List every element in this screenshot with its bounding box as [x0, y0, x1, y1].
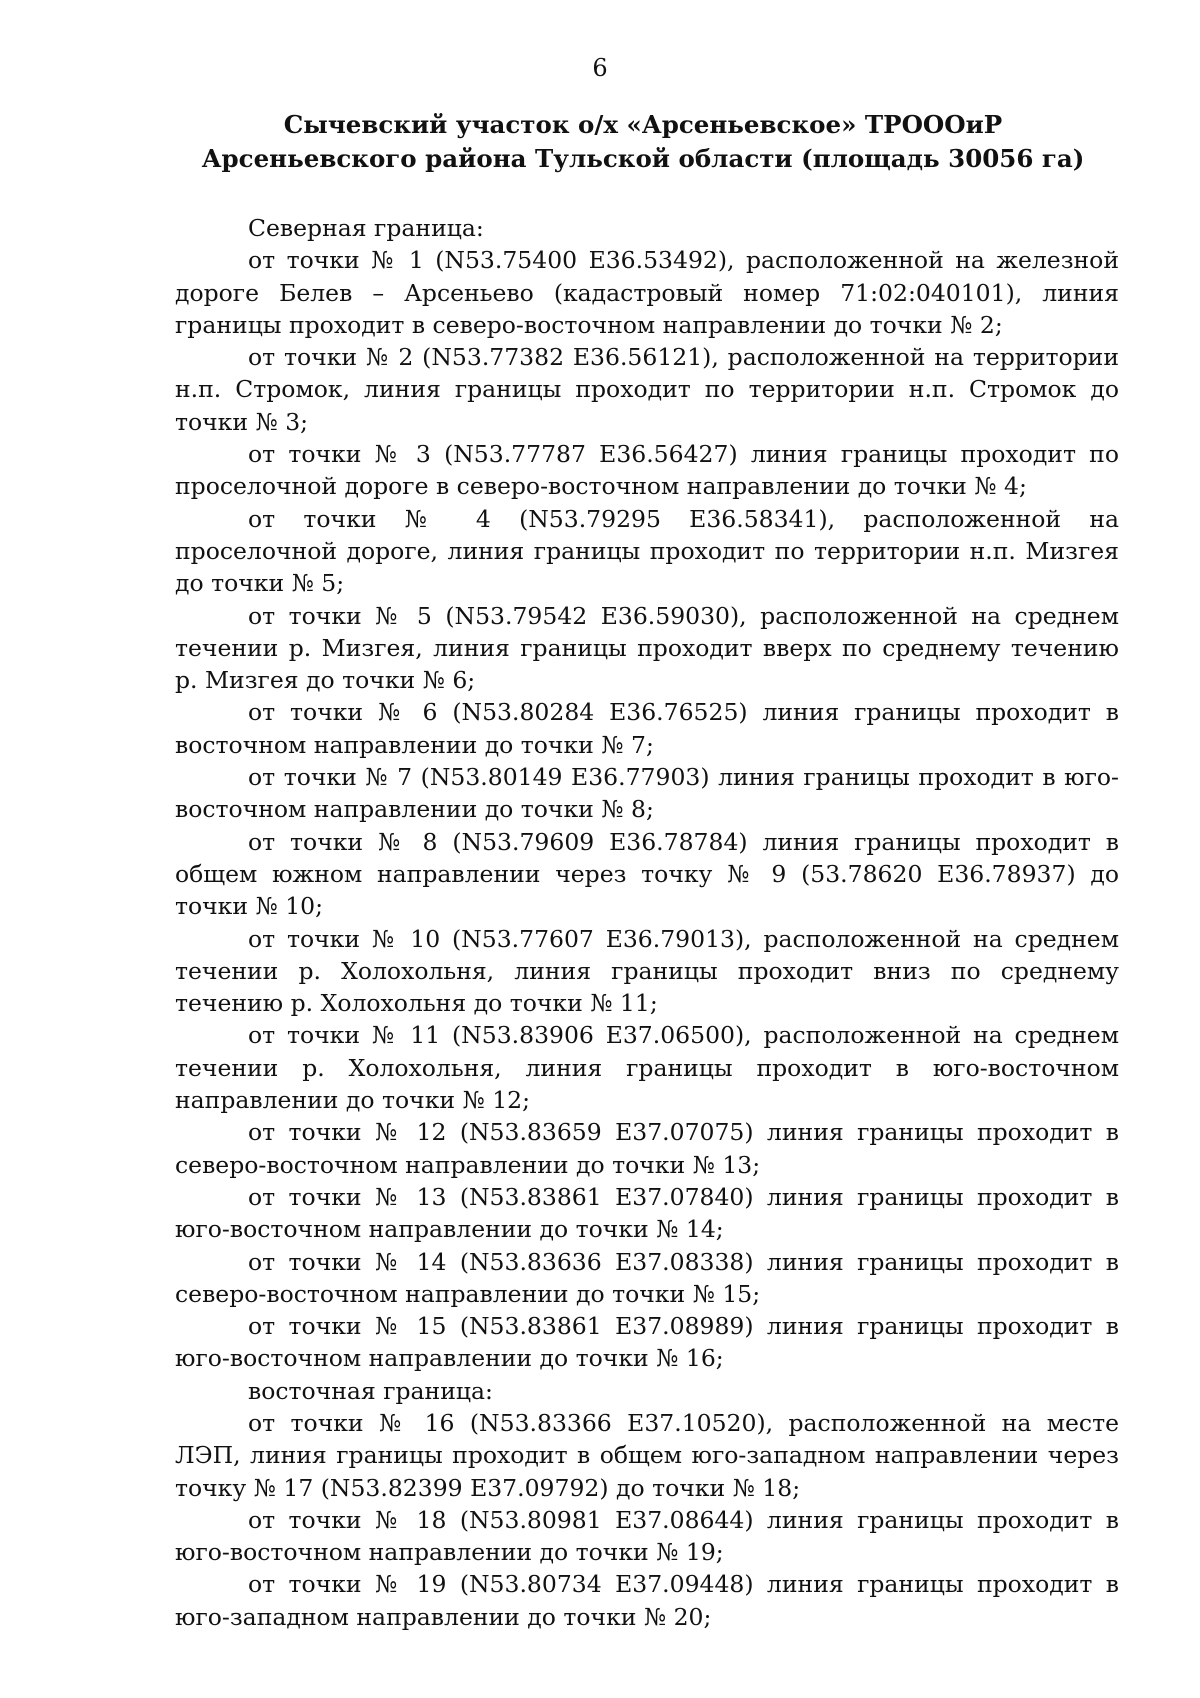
page-number: 6 [592, 54, 608, 82]
paragraph: от точки № 5 (N53.79542 E36.59030), расположенной на среднем течении р. Мизгея, линия границы проходит вверх по среднему течению р. Мизгея до точки № 6; [175, 601, 1119, 695]
paragraph: от точки № 6 (N53.80284 E36.76525) линия границы проходит в восточном направлении до точки № 7; [175, 698, 1119, 759]
paragraph: от точки № 10 (N53.77607 E36.79013), расположенной на среднем течении р. Холохольня, линия границы проходит вниз по среднему течению р. Холохольня до точки № 11; [175, 924, 1119, 1018]
paragraph: от точки № 3 (N53.77787 E36.56427) линия границы проходит по проселочной дороге в северо-восточном направлении до точки № 4; [175, 440, 1119, 501]
document-title [168, 108, 1118, 176]
paragraph: от точки № 8 (N53.79609 E36.78784) линия границы проходит в общем южном направлении через точку № 9 (53.78620 E36.78937) до точки № 10; [175, 827, 1119, 921]
title-line-1: Сычевский участок о/х «Арсеньевское» ТРОООиР [283, 110, 1003, 139]
paragraph: от точки № 4 (N53.79295 E36.58341), расположенной на проселочной дороге, линия границы проходит по территории н.п. Мизгея до точки № 5; [175, 504, 1119, 598]
paragraph: от точки № 14 (N53.83636 E37.08338) линия границы проходит в северо-восточном направлении до точки № 15; [175, 1247, 1119, 1308]
paragraph: от точки № 11 (N53.83906 E37.06500), расположенной на среднем течении р. Холохольня, линия границы проходит в юго-восточном направлении до точки № 12; [175, 1021, 1119, 1115]
document-body [175, 212, 1119, 1633]
section-heading-north: Северная граница: [248, 214, 484, 242]
section-heading-east: восточная граница: [248, 1376, 493, 1405]
paragraph: от точки № 18 (N53.80981 E37.08644) линия границы проходит в юго-восточном направлении до точки № 19; [175, 1505, 1119, 1567]
paragraph: от точки № 15 (N53.83861 E37.08989) линия границы проходит в юго-восточном направлении до точки № 16; [175, 1312, 1119, 1373]
paragraph: от точки № 13 (N53.83861 E37.07840) линия границы проходит в юго-восточном направлении до точки № 14; [175, 1182, 1119, 1244]
paragraph: от точки № 1 (N53.75400 E36.53492), расположенной на железной дороге Белев – Арсеньево (кадастровый номер 71:02:040101), линия границы проходит в северо-восточном направлении до точки № 2; [175, 246, 1119, 339]
title-line-2: Арсеньевского района Тульской области (площадь 30056 га) [201, 144, 1085, 173]
paragraph: от точки № 19 (N53.80734 E37.09448) линия границы проходит в юго-западном направлении до точки № 20; [175, 1570, 1119, 1631]
paragraph: от точки № 2 (N53.77382 E36.56121), расположенной на территории н.п. Стромок, линия границы проходит по территории н.п. Стромок до точки № 3; [175, 343, 1119, 436]
paragraph: от точки № 12 (N53.83659 E37.07075) линия границы проходит в северо-восточном направлении до точки № 13; [175, 1118, 1119, 1179]
paragraph: от точки № 7 (N53.80149 E36.77903) линия границы проходит в юго-восточном направлении до точки № 8; [175, 763, 1119, 824]
paragraph: от точки № 16 (N53.83366 E37.10520), расположенной на месте ЛЭП, линия границы проходит в общем юго-западном направлении через точку № 17 (N53.82399 E37.09792) до точки № 18; [175, 1408, 1119, 1502]
